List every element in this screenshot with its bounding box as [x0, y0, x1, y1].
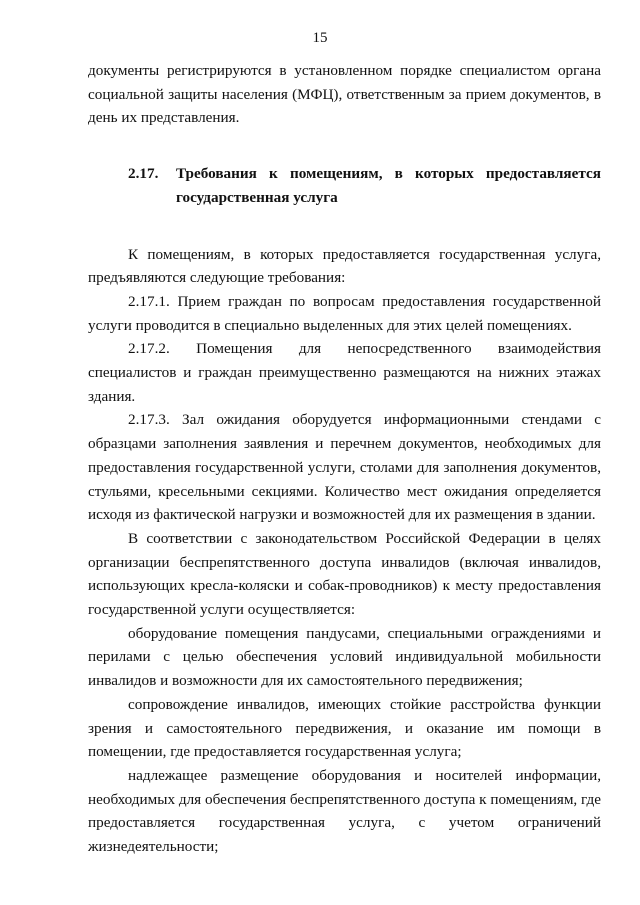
page-content	[88, 59, 601, 859]
section-number: 2.17.	[128, 165, 159, 183]
paragraph-escort: сопровождение инвалидов, имеющих стойкие расстройства функции зрения и самостоятельного передвижения, и оказание им помощи в помещении, где предоставляется государственная услуга;	[88, 695, 601, 761]
intro-paragraph: документы регистрируются в установленном порядке специалистом органа социальной защиты населения (МФЦ), ответственным за прием документов, в день их представления.	[88, 62, 601, 127]
section-title: Требования к помещениям, в которых предоставляется государственная услуга	[176, 165, 601, 206]
paragraph-2-17-2: 2.17.2. Помещения для непосредственного взаимодействия специалистов и граждан преимущественно размещаются на нижних этажах здания.	[88, 340, 601, 405]
paragraph-requirements: К помещениям, в которых предоставляется государственная услуга, предъявляются следующие требования:	[88, 245, 601, 287]
section-heading	[88, 162, 601, 209]
page-number: 15	[312, 30, 328, 46]
paragraph-2-17-1: 2.17.1. Прием граждан по вопросам предоставления государственной услуги проводится в специально выделенных для этих целей помещениях.	[88, 292, 601, 334]
paragraph-2-17-3: 2.17.3. Зал ожидания оборудуется информационными стендами с образцами заполнения заявления и перечнем документов, необходимых для предоставления государственной услуги, столами для заполнения документов, стульями, кресельными секциями. Количество мест ожидания определяется исходя из фактической нагрузки и возможностей для их размещения в здании.	[88, 411, 601, 524]
paragraph-accessibility: В соответствии с законодательством Российской Федерации в целях организации беспрепятственного доступа инвалидов (включая инвалидов, использующих кресла-коляски и собак-проводников) к месту предоставления государственной услуги осуществляется:	[88, 529, 601, 619]
paragraph-information: надлежащее размещение оборудования и носителей информации, необходимых для обеспечения беспрепятственного доступа к помещениям, где предоставляется государственная услуга, с учетом ограничений жизнедеятельности;	[88, 767, 601, 856]
paragraph-equipment: оборудование помещения пандусами, специальными ограждениями и перилами с целью обеспечения условий индивидуальной мобильности инвалидов и возможности для их самостоятельного передвижения;	[88, 624, 601, 690]
